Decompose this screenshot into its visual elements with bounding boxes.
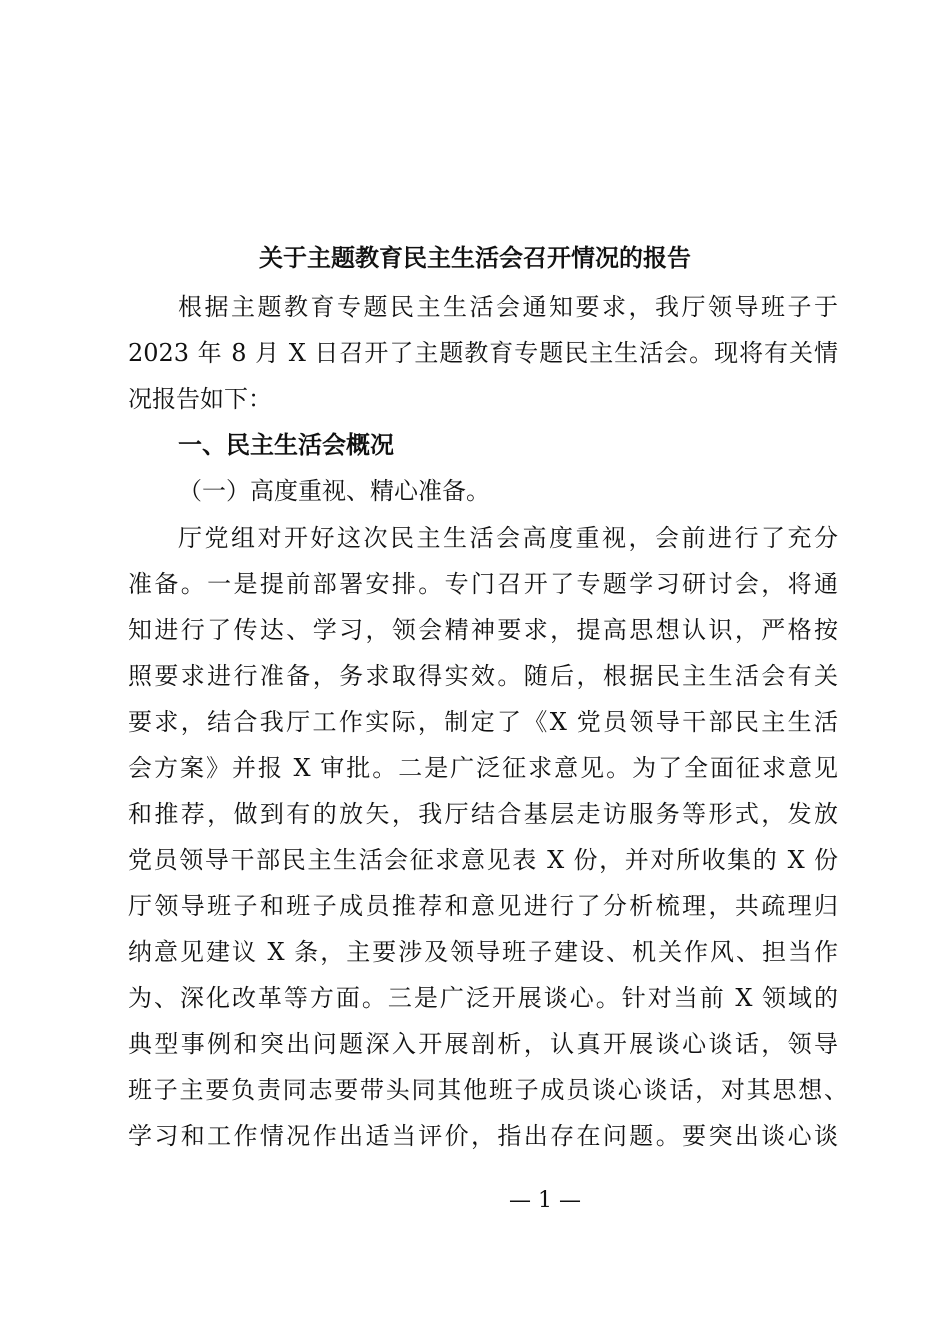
subsection-heading: （一）高度重视、精心准备。 — [178, 477, 490, 505]
body-line-1: 厅党组对开好这次民主生活会高度重视，会前进行了充分 — [178, 524, 838, 552]
body-line-11: 为、深化改革等方面。三是广泛开展谈心。针对当前 X 领域的 — [128, 984, 838, 1012]
body-line-3: 知进行了传达、学习，领会精神要求，提高思想认识，严格按 — [128, 616, 838, 644]
body-line-14: 学习和工作情况作出适当评价，指出存在问题。要突出谈心谈 — [128, 1122, 838, 1150]
intro-line-1: 根据主题教育专题民主生活会通知要求，我厅领导班子于 — [178, 293, 838, 321]
body-line-7: 和推荐，做到有的放矢，我厅结合基层走访服务等形式，发放 — [128, 800, 838, 828]
body-line-9: 厅领导班子和班子成员推荐和意见进行了分析梳理，共疏理归 — [128, 892, 838, 920]
page-number: — 1 — — [509, 1188, 581, 1213]
body-line-10: 纳意见建议 X 条，主要涉及领导班子建设、机关作风、担当作 — [128, 938, 838, 966]
body-line-5: 要求，结合我厅工作实际，制定了《X 党员领导干部民主生活 — [128, 708, 838, 736]
body-line-2: 准备。一是提前部署安排。专门召开了专题学习研讨会，将通 — [128, 570, 838, 598]
body-line-6: 会方案》并报 X 审批。二是广泛征求意见。为了全面征求意见 — [128, 754, 838, 782]
body-line-13: 班子主要负责同志要带头同其他班子成员谈心谈话，对其思想、 — [128, 1076, 848, 1104]
section-heading: 一、民主生活会概况 — [178, 430, 394, 459]
body-line-8: 党员领导干部民主生活会征求意见表 X 份，并对所收集的 X 份 — [128, 846, 838, 874]
document-title: 关于主题教育民主生活会召开情况的报告 — [259, 243, 691, 272]
intro-line-3: 况报告如下： — [128, 385, 272, 413]
body-line-12: 典型事例和突出问题深入开展剖析，认真开展谈心谈话，领导 — [128, 1030, 838, 1058]
body-line-4: 照要求进行准备，务求取得实效。随后，根据民主生活会有关 — [128, 662, 838, 690]
intro-line-2: 2023 年 8 月 X 日召开了主题教育专题民主生活会。现将有关情 — [128, 339, 838, 367]
